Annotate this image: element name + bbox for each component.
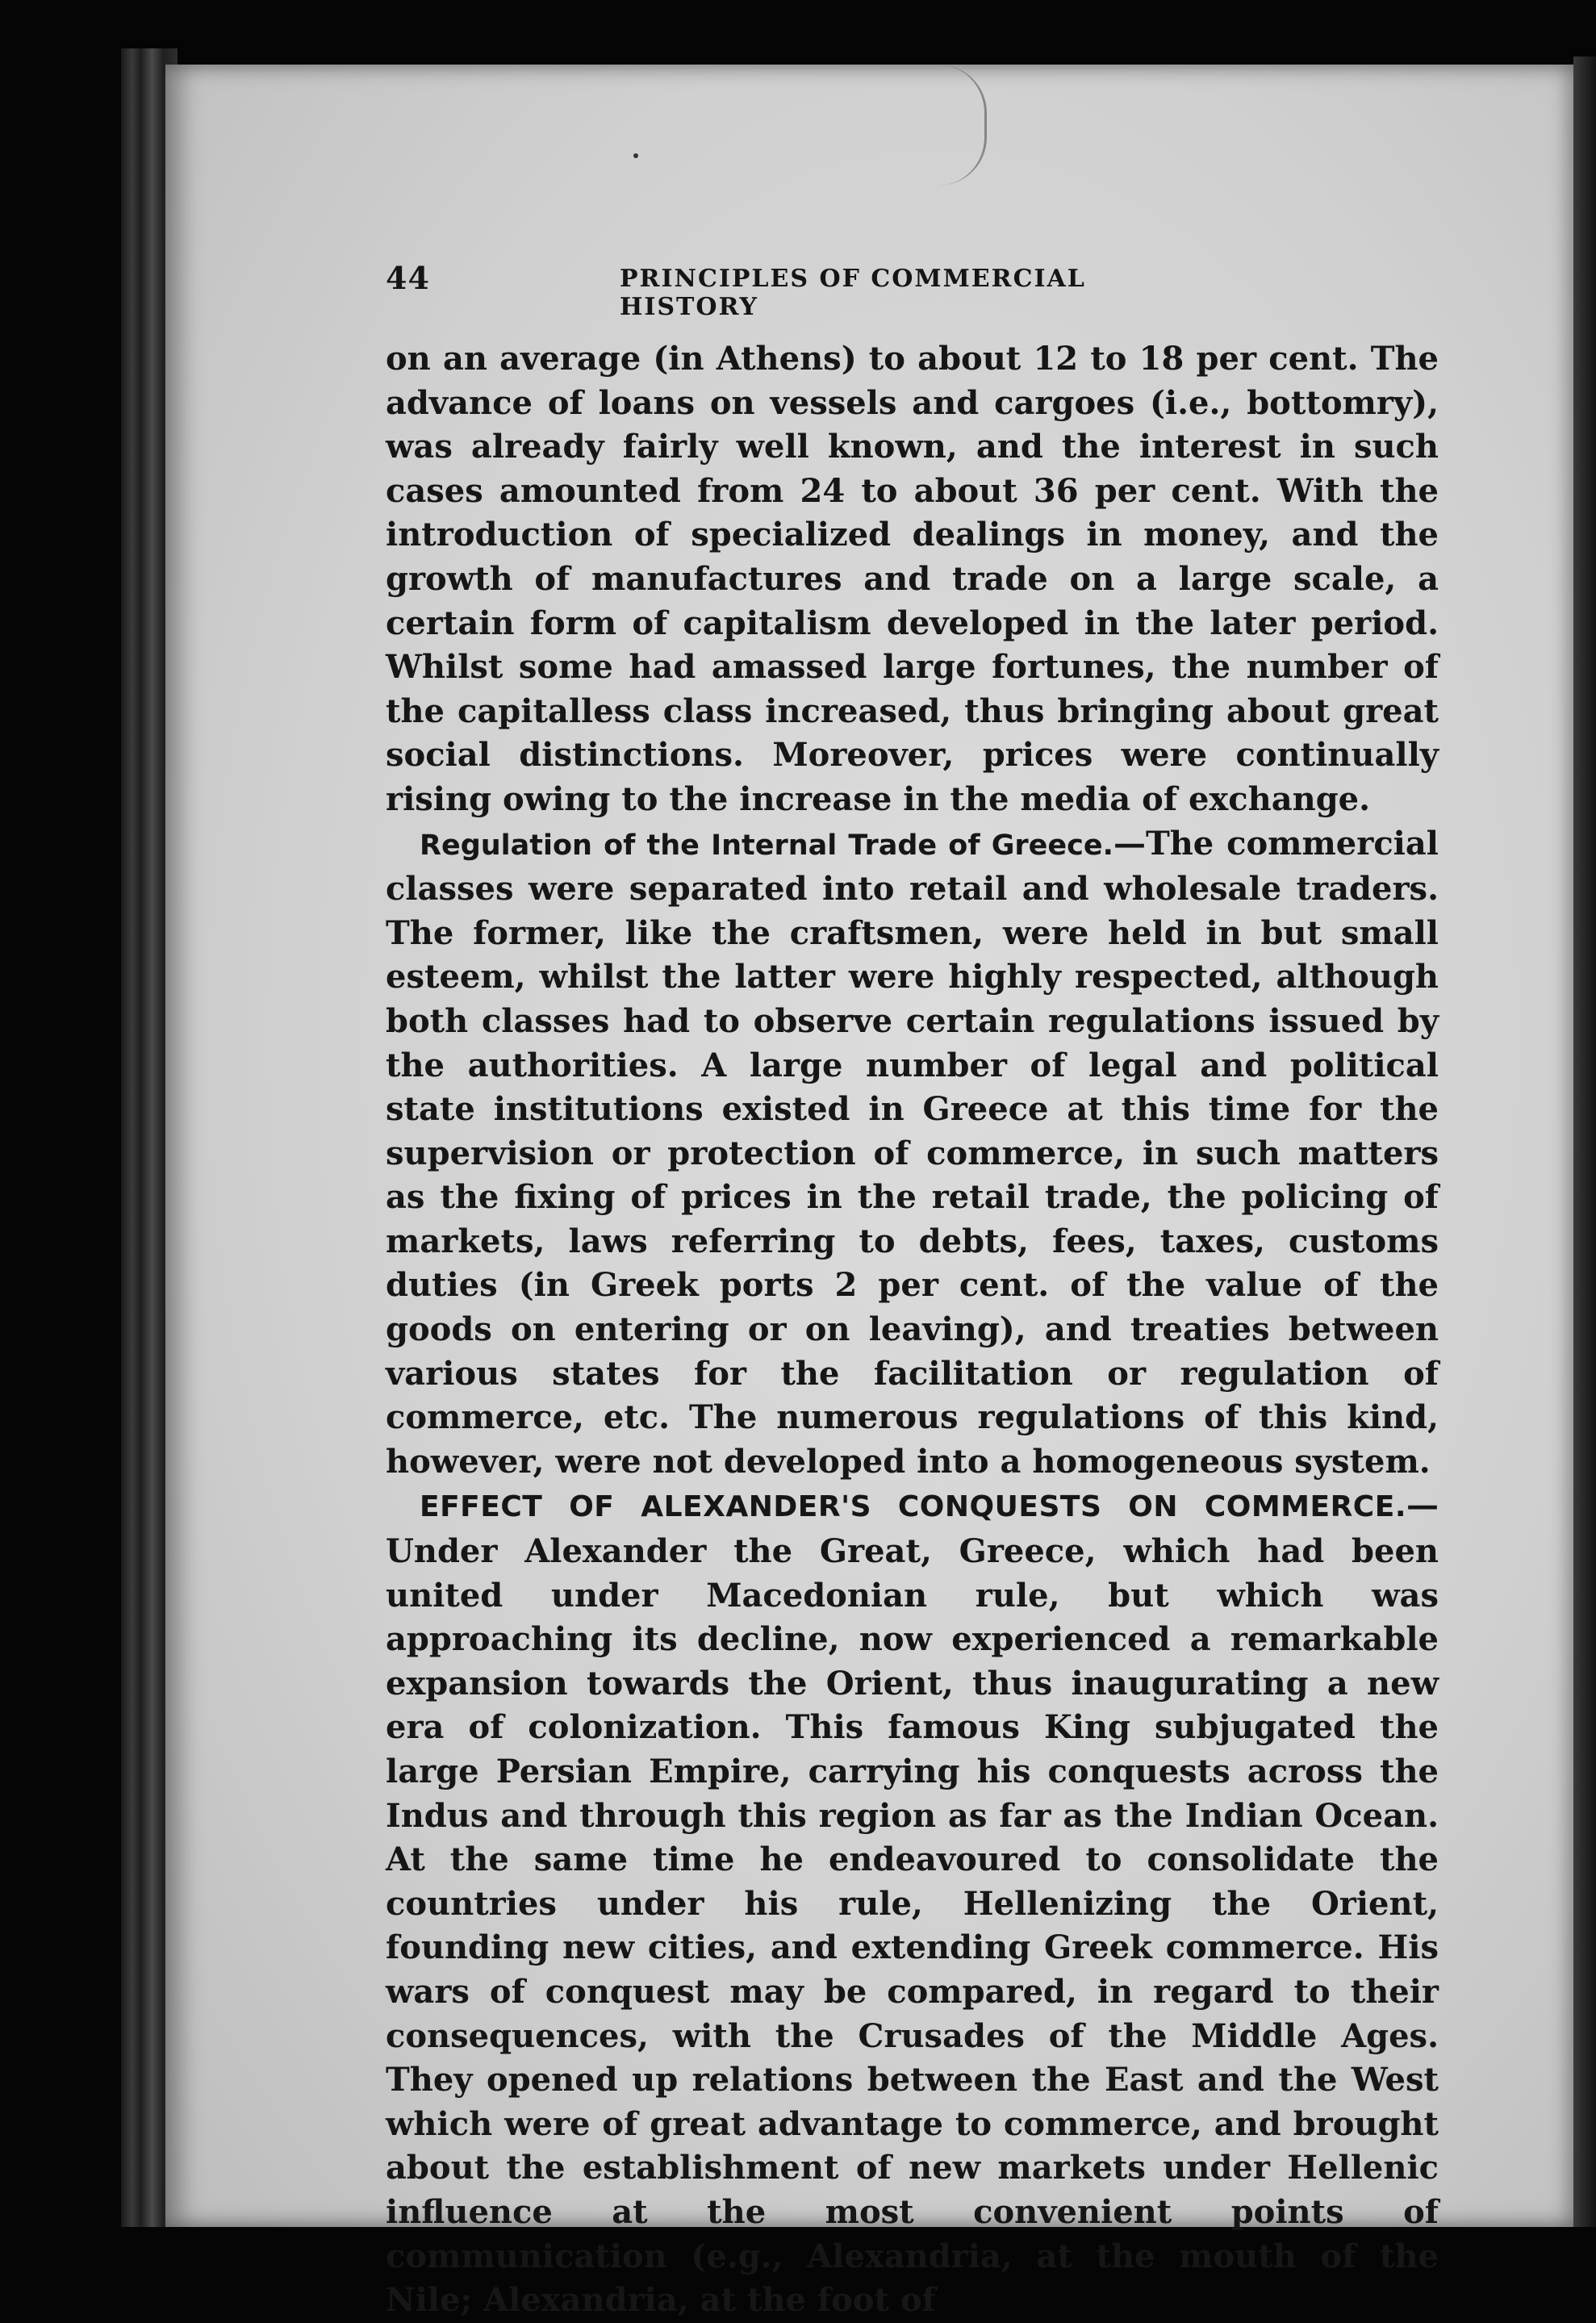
page-edge bbox=[1573, 56, 1596, 2227]
scan-speck bbox=[633, 153, 638, 158]
paragraph-2 bbox=[386, 822, 1439, 1485]
page-number: 44 bbox=[386, 260, 430, 296]
page-header bbox=[386, 260, 1197, 321]
run-in-heading: Regulation of the Internal Trade of Greece. bbox=[420, 829, 1113, 862]
running-head: PRINCIPLES OF COMMERCIAL HISTORY bbox=[620, 265, 1086, 321]
paragraph-2-body: —The commercial classes were separated into retail and wholesale traders. The former, like the craftsmen, were held in but small esteem, whilst the latter were highly respected, although both classes had to observe certain regulations issued by the authorities. A large number of legal and political state institutions existed in Greece at this time for the supervision or protection of commerce, in such matters as the fixing of prices in the retail trade, the policing of markets, laws referring to debts, fees, taxes, customs duties (in Greek ports 2 per cent. of the value of the goods on entering or on leaving), and treaties between various states for the facilitation or regulation of commerce, etc. The numerous regulations of this kind, however, were not developed into a homogeneous system. bbox=[386, 824, 1439, 1481]
section-heading: EFFECT OF ALEXANDER'S CONQUESTS ON COMMERCE. bbox=[420, 1490, 1406, 1524]
body-text bbox=[386, 337, 1439, 2323]
paragraph-3-body: — Under Alexander the Great, Greece, which had been united under Macedonian rule, but which was approaching its decline, now experienced a remarkable expansion towards the Orient, thus inaugurating a new era of colonization. This famous King subjugated the large Persian Empire, carrying his conquests across the Indus and through this region as far as the Indian Ocean. At the same time he endeavoured to consolidate the countries under his rule, Hellenizing the Orient, founding new cities, and extending Greek commerce. His wars of conquest may be compared, in regard to their consequences, with the Crusades of the Middle Ages. They opened up relations between the East and the West which were of great advantage to commerce, and brought about the establishment of new markets under Hellenic influence at the most convenient points of communication (e.g., Alexandria, at the mouth of the Nile; Alexandria, at the foot of bbox=[386, 1486, 1439, 2320]
paragraph-3 bbox=[386, 1484, 1439, 2322]
paragraph-1: on an average (in Athens) to about 12 to 18 per cent. The advance of loans on vessels and cargoes (i.e., bottomry), was already fairly well known, and the interest in such cases amounted from 24 to about 36 per cent. With the introduction of specialized dealings in money, and the growth of manufactures and trade on a large scale, a certain form of capitalism developed in the later period. Whilst some had amassed large fortunes, the number of the capitalless class increased, thus bringing about great social distinctions. Moreover, prices were continually rising owing to the increase in the media of exchange. bbox=[386, 340, 1439, 818]
